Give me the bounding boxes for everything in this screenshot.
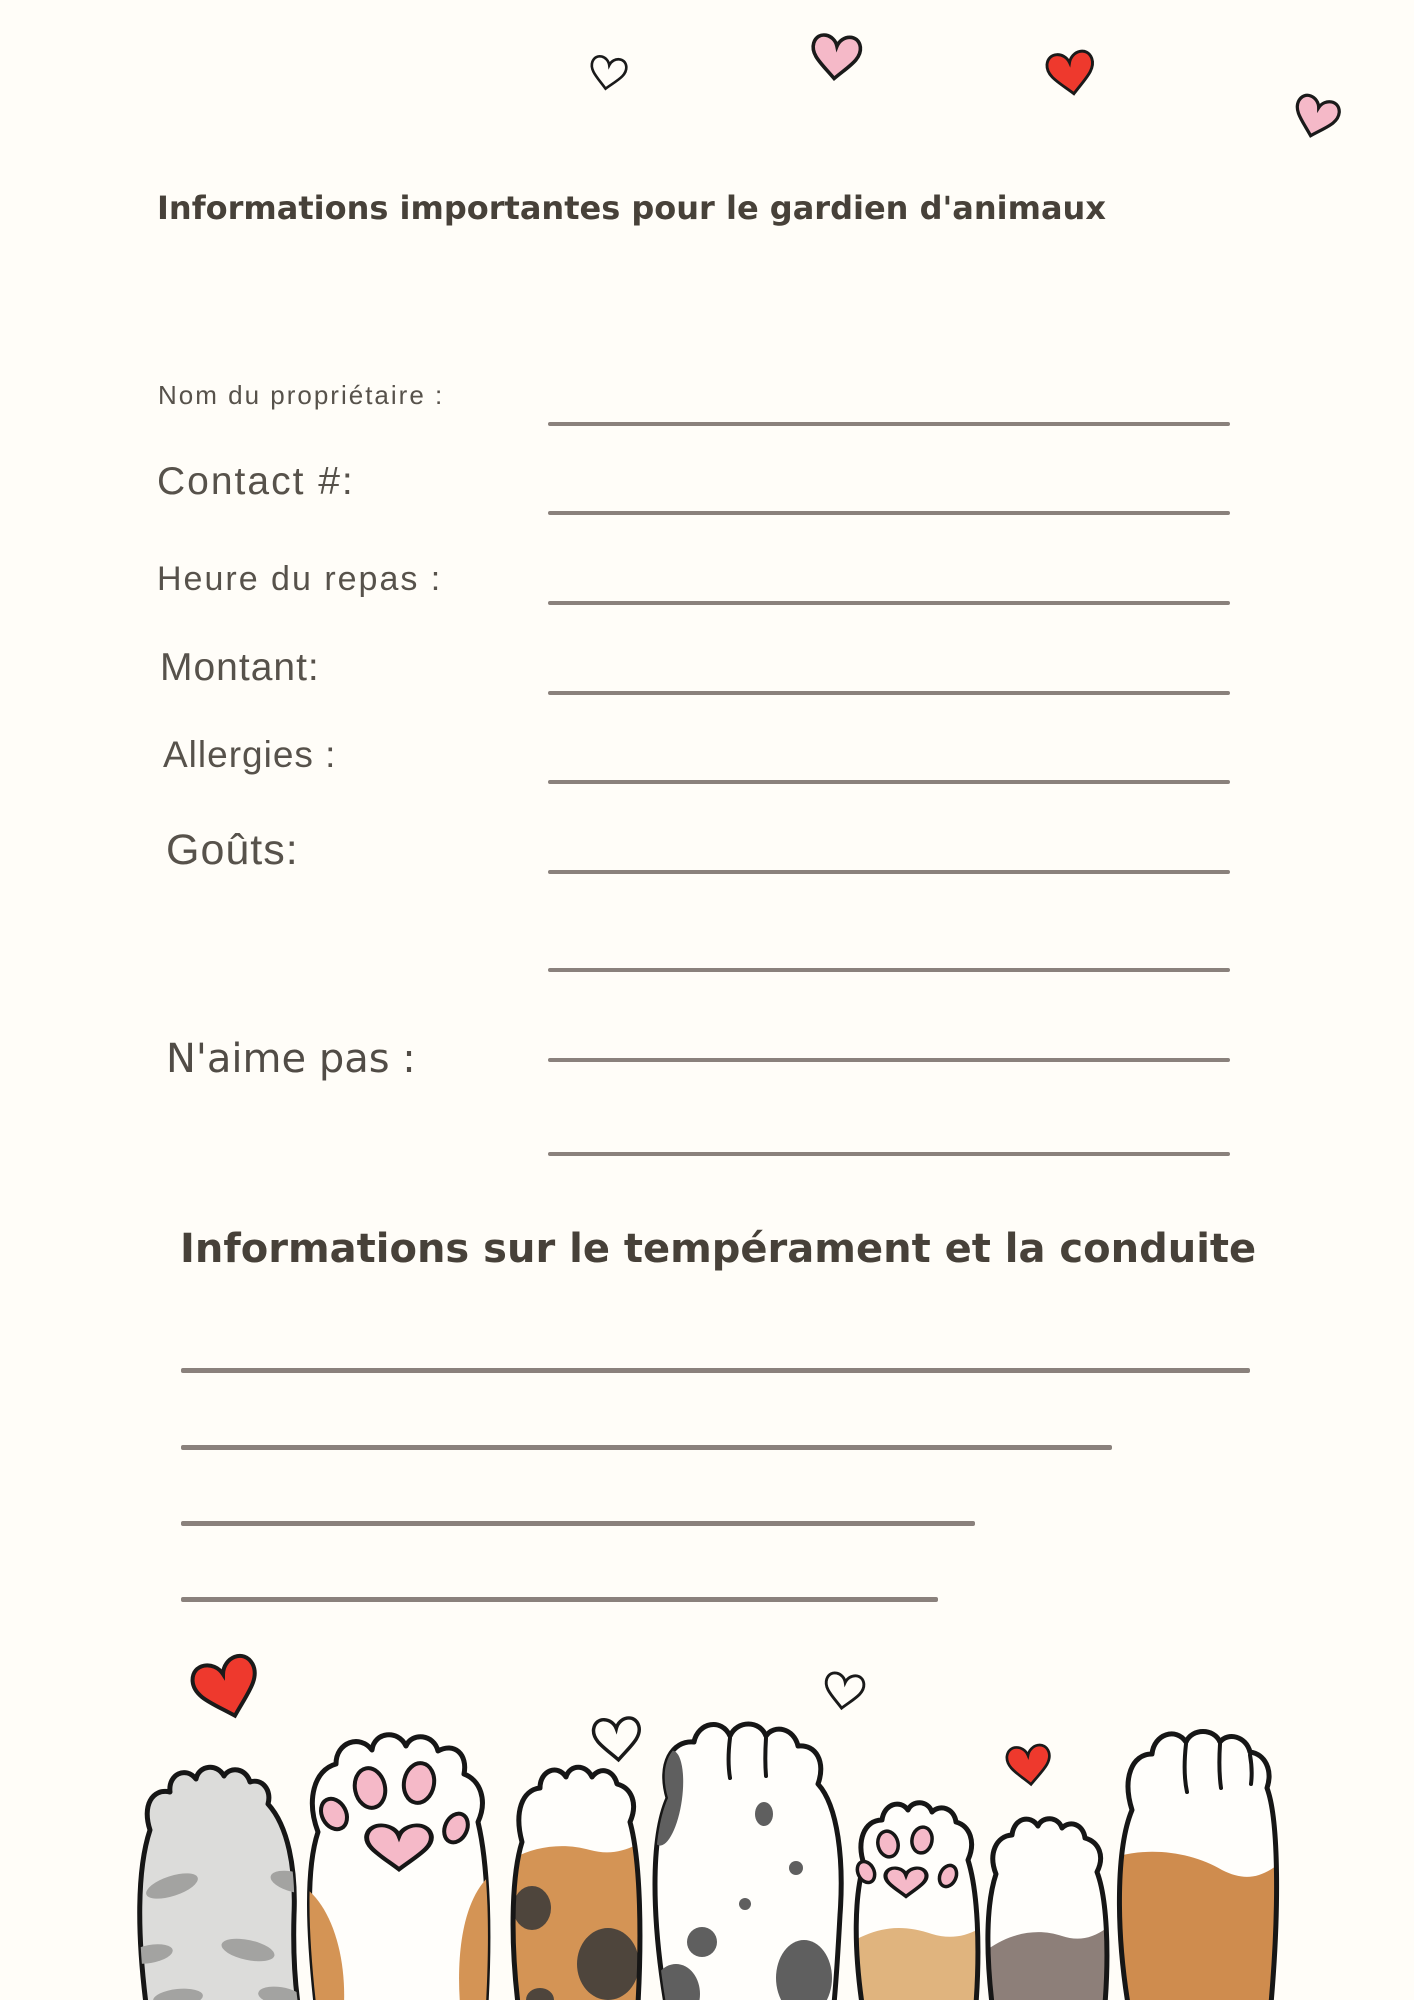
write-line-dislikes-1[interactable] xyxy=(548,1058,1230,1062)
field-label-meal-time: Heure du repas : xyxy=(157,560,443,598)
write-line-likes-2[interactable] xyxy=(548,968,1230,972)
write-line-meal-time[interactable] xyxy=(548,601,1230,605)
section-title-temperament: Informations sur le tempérament et la conduite xyxy=(180,1226,1257,1272)
page-title: Informations importantes pour le gardien d'animaux xyxy=(157,189,1106,227)
pink-heart-icon xyxy=(1279,83,1353,152)
field-label-dislikes: N'aime pas : xyxy=(166,1036,416,1082)
write-line-notes-2[interactable] xyxy=(181,1445,1112,1450)
field-label-owner-name: Nom du propriétaire : xyxy=(158,380,445,410)
field-label-contact: Contact #: xyxy=(157,460,355,503)
cream-cat-paw-pink-pads xyxy=(845,1650,990,2000)
white-dog-paw-gray-spots xyxy=(643,1724,841,2000)
field-label-likes: Goûts: xyxy=(166,826,299,874)
write-line-likes-1[interactable] xyxy=(548,870,1230,874)
write-line-notes-4[interactable] xyxy=(181,1597,938,1602)
write-line-dislikes-2[interactable] xyxy=(548,1152,1230,1156)
orange-spotted-cat-paw xyxy=(500,1650,660,2000)
write-line-amount[interactable] xyxy=(548,691,1230,695)
write-line-notes-3[interactable] xyxy=(181,1521,975,1526)
white-paw-orange-leg xyxy=(1110,1650,1290,2000)
white-paw-taupe-leg xyxy=(980,1650,1120,2000)
write-line-owner-name[interactable] xyxy=(548,422,1230,426)
write-line-notes-1[interactable] xyxy=(181,1368,1250,1373)
field-label-amount: Montant: xyxy=(160,646,320,689)
gray-tabby-cat-paw xyxy=(126,1767,320,2000)
pink-heart-icon xyxy=(803,24,868,91)
white-cat-paw-pink-pads xyxy=(300,1735,496,2000)
paw-illustration-row xyxy=(0,1650,1414,2000)
write-line-allergies[interactable] xyxy=(548,780,1230,784)
field-label-allergies: Allergies : xyxy=(163,734,337,775)
white-outline-heart-icon xyxy=(582,45,633,101)
write-line-contact[interactable] xyxy=(548,511,1230,515)
red-heart-icon xyxy=(1034,40,1107,107)
